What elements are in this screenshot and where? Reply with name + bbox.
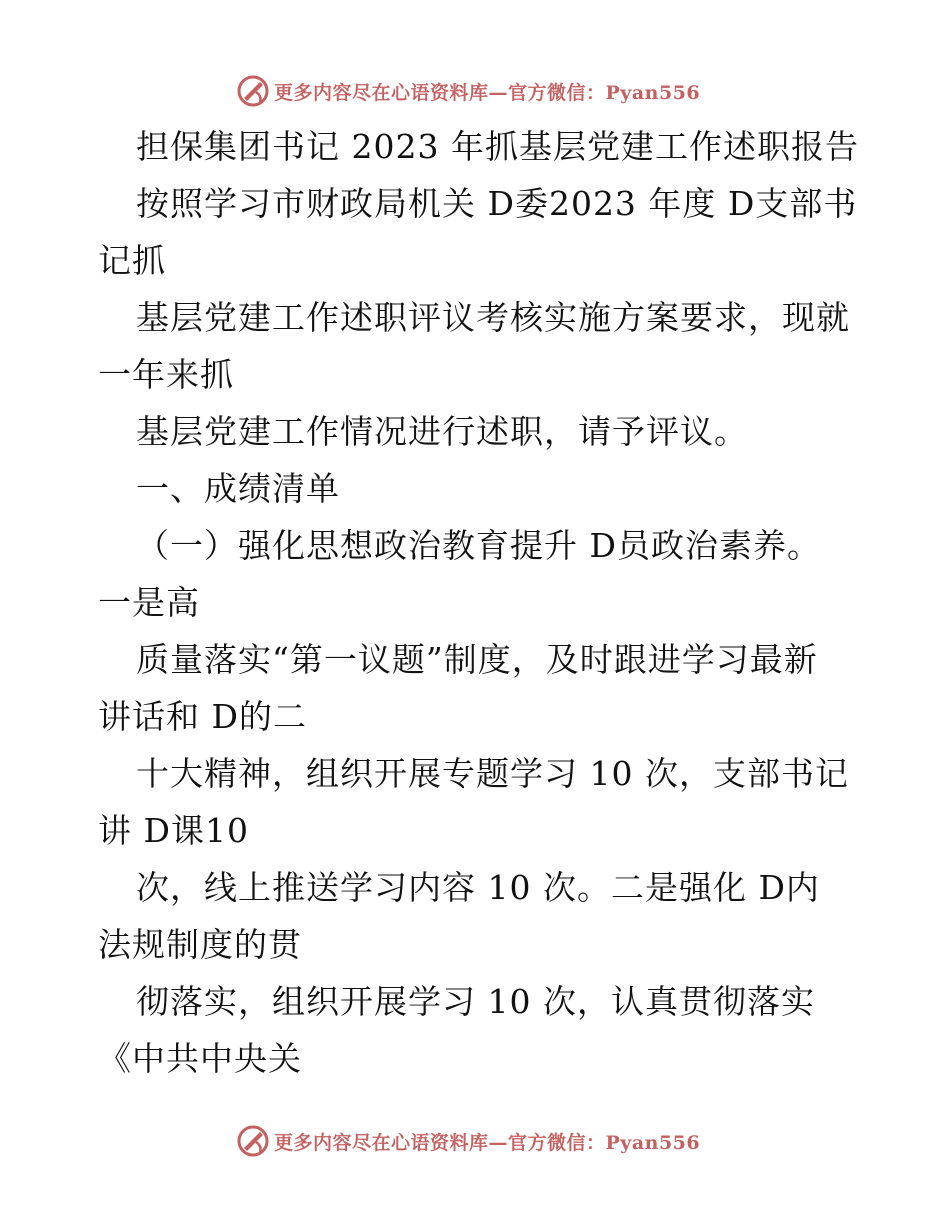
header-watermark: [236, 74, 700, 108]
paragraph-line: 法规制度的贯: [98, 925, 302, 964]
brush-logo-icon: [236, 74, 270, 108]
paragraph-line: 质量落实“第一议题”制度，及时跟进学习最新: [136, 640, 818, 679]
section-heading: 一、成绩清单: [136, 469, 340, 508]
paragraph-line: 次，线上推送学习内容 10 次。二是强化 D内: [136, 868, 820, 907]
watermark-text: 更多内容尽在心语资料库—官方微信：Pyan556: [274, 81, 701, 104]
footer-watermark: [236, 1124, 700, 1158]
document-body: [98, 118, 858, 1087]
watermark-text: 更多内容尽在心语资料库—官方微信：Pyan556: [274, 1131, 701, 1154]
paragraph-line: 《中共中央关: [98, 1039, 302, 1078]
paragraph-line: 按照学习市财政局机关 D委2023 年度 D支部书: [136, 184, 858, 223]
paragraph-line: 一年来抓: [98, 355, 234, 394]
paragraph-line: 讲话和 D的二: [98, 697, 307, 736]
paragraph-line: 十大精神，组织开展专题学习 10 次，支部书记: [136, 754, 849, 793]
paragraph-line: 一是高: [98, 583, 200, 622]
document-title: 担保集团书记 2023 年抓基层党建工作述职报告: [136, 127, 859, 166]
subsection-heading: （一）强化思想政治教育提升 D员政治素养。: [136, 526, 821, 565]
paragraph-line: 基层党建工作述职评议考核实施方案要求，现就: [136, 298, 850, 337]
paragraph-line: 基层党建工作情况进行述职，请予评议。: [136, 412, 748, 451]
paragraph-line: 记抓: [98, 241, 166, 280]
brush-logo-icon: [236, 1124, 270, 1158]
paragraph-line: 讲 D课10: [98, 811, 249, 850]
paragraph-line: 彻落实，组织开展学习 10 次，认真贯彻落实: [136, 982, 815, 1021]
